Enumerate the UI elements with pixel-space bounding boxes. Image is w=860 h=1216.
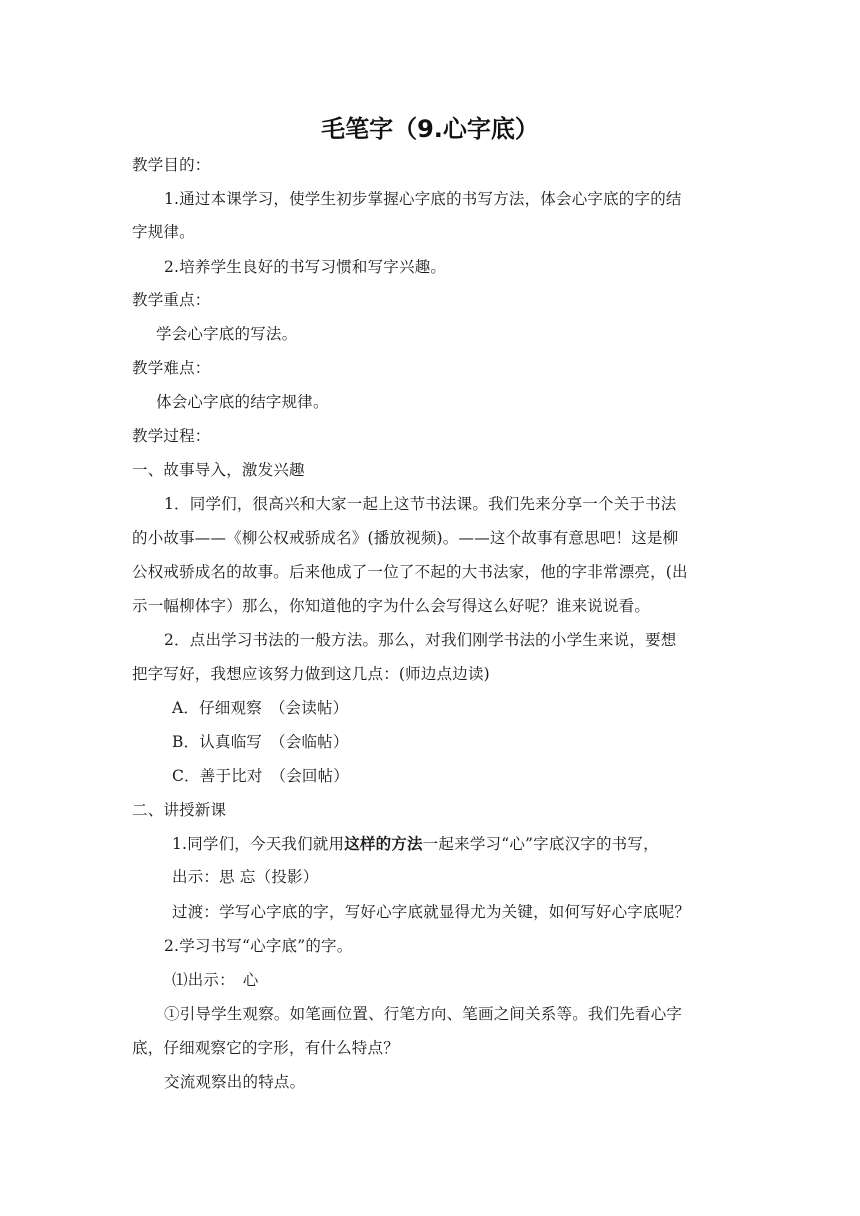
method-c: C．善于比对 （会回帖） <box>172 767 350 785</box>
key-point-text: 学会心字底的写法。 <box>156 325 298 343</box>
heading-process: 教学过程： <box>132 427 211 445</box>
section-1-para-1-line-3: 公权戒骄成名的故事。后来他成了一位了不起的大书法家，他的字非常漂亮，(出 <box>132 563 688 581</box>
show-xin: ⑴出示： 心 <box>172 971 259 989</box>
goal-2: 2.培养学生良好的书写习惯和写字兴趣。 <box>164 258 447 276</box>
difficulty-text: 体会心字底的结字规律。 <box>156 393 329 411</box>
observe-line-2: 底，仔细观察它的字形，有什么特点？ <box>132 1039 399 1057</box>
method-b: B．认真临写 （会临帖） <box>172 733 349 751</box>
document-title: 毛笔字（9.心字底） <box>321 115 539 143</box>
observe-line-1: ①引导学生观察。如笔画位置、行笔方向、笔画之间关系等。我们先看心字 <box>164 1005 683 1023</box>
show-characters: 出示：思 忘（投影） <box>172 868 319 886</box>
section-2-para-1 <box>172 834 659 854</box>
para-1-post: 一起来学习“心”字底汉字的书写， <box>422 835 659 853</box>
heading-teaching-goals: 教学目的： <box>132 156 211 174</box>
section-1-para-2-line-1: 2．点出学习书法的一般方法。那么，对我们刚学书法的小学生来说，要想 <box>164 631 677 649</box>
heading-difficulties: 教学难点： <box>132 359 211 377</box>
para-1-bold: 这样的方法 <box>344 834 423 853</box>
section-1-para-1-line-4: 示一幅柳体字）那么，你知道他的字为什么会写得这么好呢？谁来说说看。 <box>132 597 651 615</box>
heading-key-points: 教学重点： <box>132 291 211 309</box>
transition-text: 过渡：学写心字底的字，写好心字底就显得尤为关键，如何写好心字底呢？ <box>172 903 691 921</box>
section-2-heading: 二、讲授新课 <box>132 801 227 819</box>
exchange-text: 交流观察出的特点。 <box>164 1073 306 1091</box>
section-1-para-1-line-2: 的小故事——《柳公权戒骄成名》(播放视频)。——这个故事有意思吧！这是柳 <box>132 529 679 547</box>
section-2-para-2: 2.学习书写“心字底”的字。 <box>164 937 353 955</box>
para-1-pre: 1.同学们，今天我们就用 <box>172 835 345 853</box>
section-1-para-1-line-1: 1．同学们，很高兴和大家一起上这节书法课。我们先来分享一个关于书法 <box>164 495 677 513</box>
method-a: A．仔细观察 （会读帖） <box>172 699 349 717</box>
section-1-para-2-line-2: 把字写好，我想应该努力做到这几点：(师边点边读) <box>132 665 490 683</box>
goal-1-line-1: 1.通过本课学习，使学生初步掌握心字底的书写方法，体会心字底的字的结 <box>164 190 682 208</box>
section-1-heading: 一、故事导入，激发兴趣 <box>132 461 305 479</box>
goal-1-line-2: 字规律。 <box>132 223 195 241</box>
